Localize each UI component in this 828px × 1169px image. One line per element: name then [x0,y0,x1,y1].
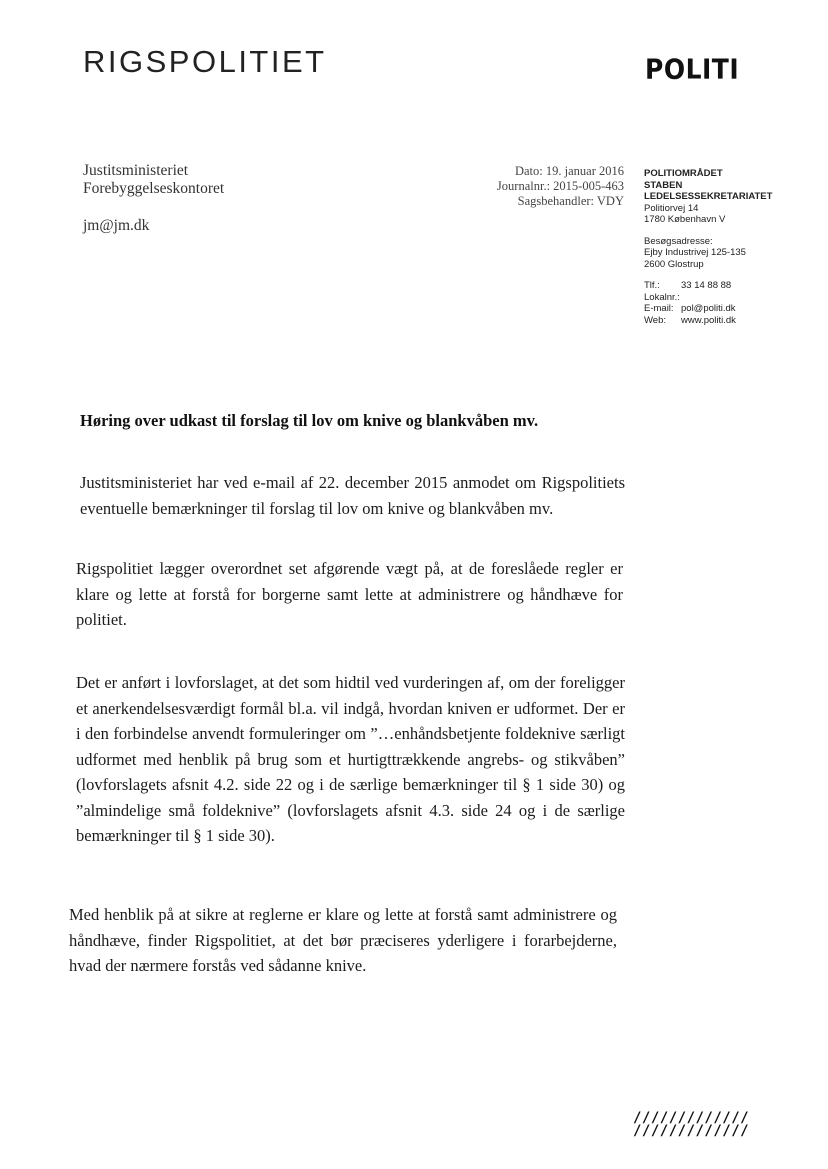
sender-line3: LEDELSESSEKRETARIATET [644,191,773,202]
email-value: pol@politi.dk [681,303,736,314]
visit-street: Ejby Industrivej 125-135 [644,247,746,258]
sender-line2: STABEN [644,179,683,191]
sender-street: Politiorvej 14 [644,202,699,214]
phone-value: 33 14 88 88 [681,280,732,291]
visit-city: 2600 Glostrup [644,258,704,270]
org-name: RIGSPOLITIET [83,44,327,79]
phone-row [644,280,772,292]
paragraph-4: Med henblik på at sikre at reglerne er klare og lette at forstå samt administrere og håndhæve, finder Rigspolitiet, at det bør præciseres yderligere i forarbejderne, hvad der nærmere forstås ved sådanne knive. [69,905,617,975]
sender-city: 1780 København V [644,214,726,225]
web-row [644,315,772,327]
web-value: www.politi.dk [681,314,736,326]
recipient-email: jm@jm.dk [83,217,150,234]
sender-line1: POLITIOMRÅDET [644,168,723,179]
barcode-bottom: ///////////// [633,1123,750,1139]
barcode-top: ///////////// [633,1110,750,1126]
paragraph-3: Det er anført i lovforslaget, at det som hidtil ved vurderingen af, om der foreligger et anerkendelsesværdigt formål bl.a. vil indgå, hvordan kniven er udformet. Der er i den forbindelse anvendt formuleringer om ”…enhåndsbetjente foldeknive særligt udformet med henblik på brug som et hurtigttrækkende angrebs- og stikvåben” (lovforslagets afsnit 4.2. side 22 og i de særlige bemærkninger til § 1 side 30) og ”almindelige små foldeknive” (lovforslagets afsnit 4.3. side 24 og i de særlige bemærkninger til § 1 side 30). [76,673,625,845]
local-row [644,292,772,304]
meta-date: Dato: 19. januar 2016 [514,164,624,178]
letter-meta [497,164,624,209]
recipient-line2: Forebyggelseskontoret [83,180,225,197]
letter-subject: Høring over udkast til forslag til lov om knive og blankvåben mv. [80,411,539,430]
meta-journal: Journalnr.: 2015-005-463 [496,179,624,193]
web-label: Web: [644,314,667,326]
visit-label: Besøgsadresse: [644,235,713,247]
meta-handler: Sagsbehandler: VDY [517,194,624,208]
email-label: E-mail: [644,303,674,314]
phone-label: Tlf.: [644,280,660,291]
barcode-mark [633,1112,749,1138]
recipient-block [83,162,224,235]
politi-logo: POLITI [645,53,740,85]
recipient-line1: Justitsministeriet [83,162,189,179]
local-label: Lokalnr.: [644,291,680,303]
paragraph-1: Justitsministeriet har ved e-mail af 22. december 2015 anmodet om Rigspolitiets eventuelle bemærkninger til forslag til lov om knive og blankvåben mv. [80,473,625,518]
email-row [644,303,772,315]
sender-block [644,168,772,326]
paragraph-2: Rigspolitiet lægger overordnet set afgørende vægt på, at de foreslåede regler er klare og lette at forstå for borgerne samt lette at administrere og håndhæve for politiet. [76,559,623,629]
